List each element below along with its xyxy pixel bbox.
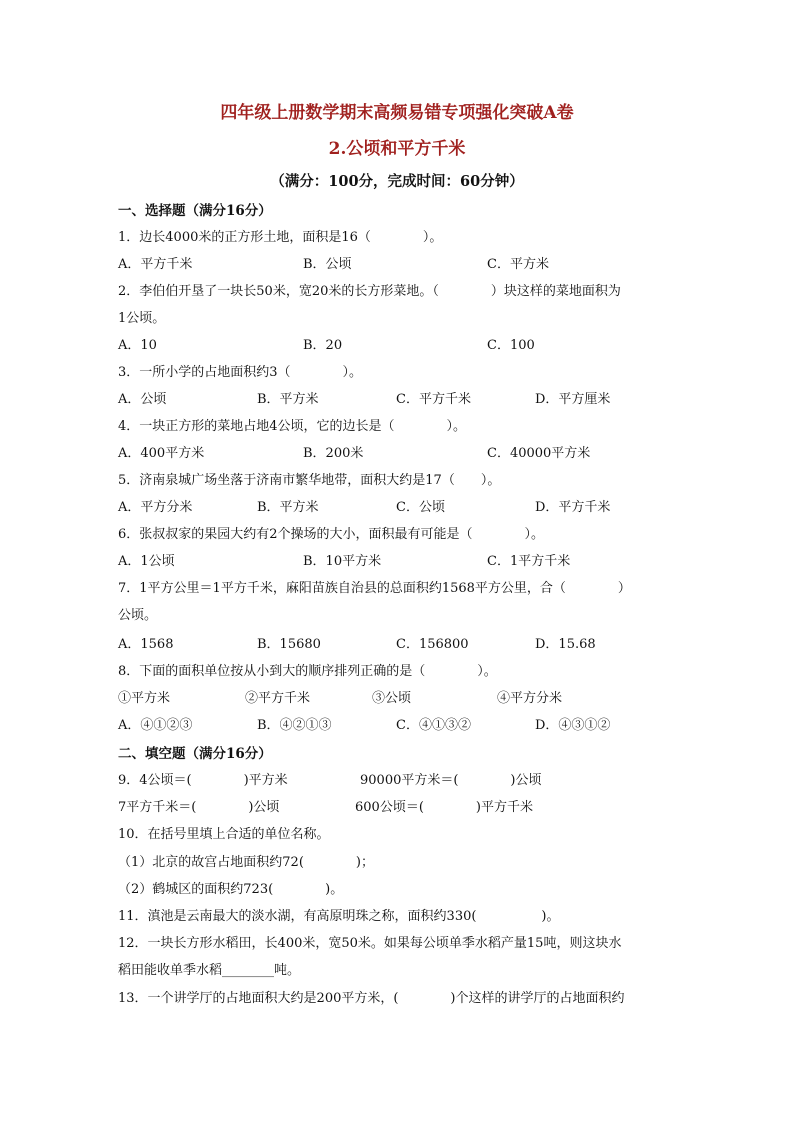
section-heading-fill: 二、填空题（满分16分） [118, 746, 272, 762]
q1-option-b: B．公顷 [303, 257, 352, 272]
q8-item-4: ④平方分米 [497, 691, 563, 706]
q5-option-b: B．平方米 [257, 500, 319, 515]
q7-option-d: D．15.68 [535, 637, 596, 652]
section-heading-choice: 一、选择题（满分16分） [118, 203, 272, 219]
q1-option-c: C．平方米 [487, 257, 549, 272]
q6-option-a: A．1公顷 [118, 554, 175, 569]
q4-option-c: C．40000平方米 [487, 446, 591, 461]
question-11: 11．滇池是云南最大的淡水湖，有高原明珠之称，面积约330( )。 [118, 909, 560, 924]
q4-option-a: A．400平方米 [118, 446, 205, 461]
q7-option-b: B．15680 [257, 637, 321, 652]
q3-option-d: D．平方厘米 [535, 392, 611, 407]
q7-option-c: C．156800 [396, 637, 469, 652]
q2-option-b: B．20 [303, 338, 343, 353]
q8-option-a: A．④①②③ [118, 718, 193, 733]
q8-item-3: ③公顷 [372, 691, 412, 706]
question-7-cont: 公顷。 [118, 608, 158, 623]
q2-option-a: A．10 [118, 338, 157, 353]
q7-option-a: A．1568 [118, 637, 174, 652]
page-subtitle: 2.公顷和平方千米 [328, 139, 466, 159]
q8-item-2: ②平方千米 [245, 691, 311, 706]
q8-option-c: C．④①③② [396, 718, 471, 733]
question-12-cont: 稻田能收单季水稻________吨。 [118, 963, 301, 978]
q6-option-c: C．1平方千米 [487, 554, 571, 569]
q8-item-1: ①平方米 [118, 691, 171, 706]
q5-option-c: C．公顷 [396, 500, 445, 515]
q1-option-a: A．平方千米 [118, 257, 193, 272]
question-9-c: 7平方千米＝( )公顷 [118, 800, 280, 815]
question-9-a: 9．4公顷＝( )平方米 [118, 773, 288, 788]
q3-option-a: A．公顷 [118, 392, 167, 407]
q5-option-a: A．平方分米 [118, 500, 193, 515]
question-9-b: 90000平方米＝( )公顷 [360, 773, 542, 788]
question-8: 8．下面的面积单位按从小到大的顺序排列正确的是（ ）。 [118, 664, 497, 679]
question-10: 10．在括号里填上合适的单位名称。 [118, 827, 330, 842]
question-7: 7．1平方公里＝1平方千米，麻阳苗族自治县的总面积约1568平方公里，合（ ） [118, 581, 631, 596]
q8-option-d: D．④③①② [535, 718, 611, 733]
q2-option-c: C．100 [487, 338, 535, 353]
question-2-cont: 1公顷。 [118, 311, 166, 326]
question-2: 2．李伯伯开垦了一块长50米，宽20米的长方形菜地。（ ）块这样的菜地面积为 [118, 284, 621, 299]
question-13: 13．一个讲学厅的占地面积大约是200平方米，( )个这样的讲学厅的占地面积约 [118, 991, 625, 1006]
question-12: 12．一块长方形水稻田，长400米，宽50米。如果每公顷单季水稻产量15吨，则这块水 [118, 936, 622, 951]
q8-option-b: B．④②①③ [257, 718, 332, 733]
question-9-d: 600公顷＝( )平方千米 [355, 800, 533, 815]
question-1: 1．边长4000米的正方形土地，面积是16（ ）。 [118, 230, 443, 245]
question-6: 6．张叔叔家的果园大约有2个操场的大小，面积最有可能是（ ）。 [118, 527, 545, 542]
q3-option-c: C．平方千米 [396, 392, 471, 407]
question-3: 3．一所小学的占地面积约3（ ）。 [118, 365, 363, 380]
page-title: 四年级上册数学期末高频易错专项强化突破A卷 [220, 103, 574, 123]
score-info: （满分：100分，完成时间：60分钟） [270, 173, 524, 190]
q3-option-b: B．平方米 [257, 392, 319, 407]
question-4: 4．一块正方形的菜地占地4公顷，它的边长是（ ）。 [118, 419, 467, 434]
question-10-sub2: （2）鹤城区的面积约723( )。 [118, 882, 344, 897]
q6-option-b: B．10平方米 [303, 554, 382, 569]
question-5: 5．济南泉城广场坐落于济南市繁华地带，面积大约是17（ ）。 [118, 473, 501, 488]
q4-option-b: B．200米 [303, 446, 364, 461]
question-10-sub1: （1）北京的故宫占地面积约72( )； [118, 855, 374, 870]
q5-option-d: D．平方千米 [535, 500, 611, 515]
